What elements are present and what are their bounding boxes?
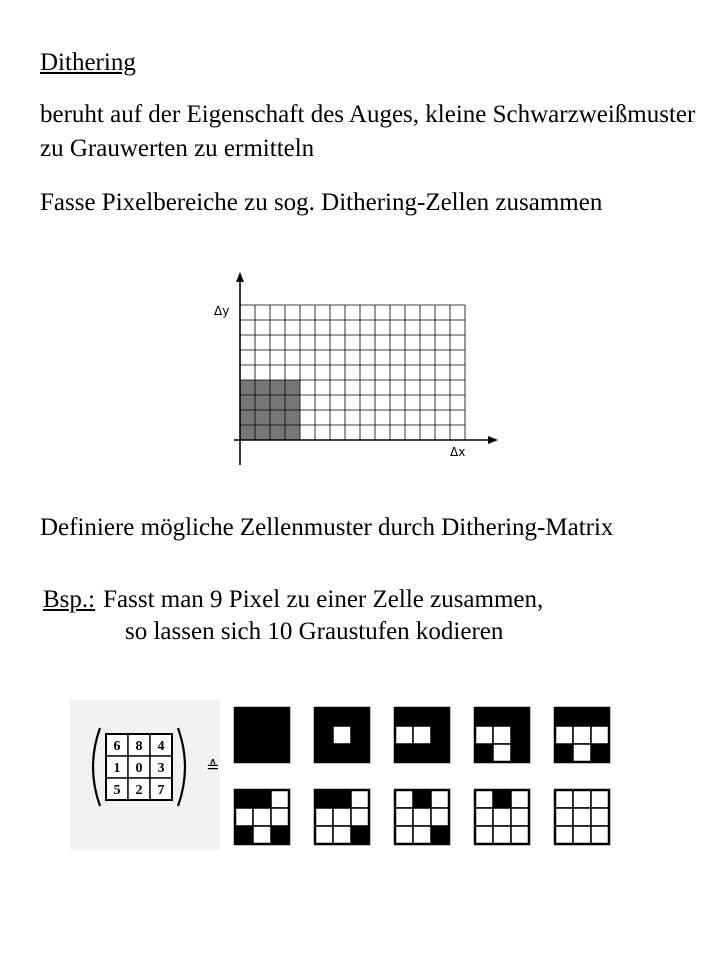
pattern-pixel xyxy=(315,808,333,826)
pattern-pixel xyxy=(431,790,449,808)
pattern-pixel xyxy=(271,726,289,744)
pattern-pixel xyxy=(351,744,369,762)
pattern-pixel xyxy=(271,826,289,844)
pattern-pixel xyxy=(333,790,351,808)
matrix-value: 3 xyxy=(157,761,165,776)
pattern-pixel xyxy=(511,826,529,844)
pattern-pixel xyxy=(351,826,369,844)
pattern-pixel xyxy=(395,744,413,762)
pattern-pixel xyxy=(253,708,271,726)
pattern-pixel xyxy=(511,726,529,744)
pattern-pixel xyxy=(555,708,573,726)
shaded-cell xyxy=(270,425,285,440)
pattern-pixel xyxy=(351,726,369,744)
pattern-pixel xyxy=(511,808,529,826)
pattern-pixel xyxy=(315,826,333,844)
pattern-pixel xyxy=(395,708,413,726)
pattern-pixel xyxy=(395,826,413,844)
example-line-2: so lassen sich 10 Graustufen kodieren xyxy=(125,618,504,645)
pattern-pixel xyxy=(573,726,591,744)
pattern-pixel xyxy=(591,744,609,762)
paragraph-matrix: Definiere mögliche Zellenmuster durch Dithering-Matrix xyxy=(40,514,614,541)
pattern-pixel xyxy=(235,708,253,726)
pattern-pixel xyxy=(235,790,253,808)
example-block xyxy=(43,584,703,648)
pattern-pixel xyxy=(493,826,511,844)
shaded-cell xyxy=(270,395,285,410)
pattern-pixel xyxy=(555,826,573,844)
pattern-pixel xyxy=(271,744,289,762)
pattern-pixel xyxy=(555,726,573,744)
pattern-pixel xyxy=(475,808,493,826)
matrix-value: 0 xyxy=(135,761,143,776)
shaded-cell xyxy=(285,425,300,440)
pattern-pixel xyxy=(555,744,573,762)
pattern-pixel xyxy=(475,726,493,744)
pattern-pixel xyxy=(591,808,609,826)
matrix-value: 4 xyxy=(157,739,165,754)
pattern-pixel xyxy=(555,808,573,826)
pattern-pixel xyxy=(493,744,511,762)
matrix-value: 5 xyxy=(113,783,121,798)
correspondence-symbol: ≙ xyxy=(206,757,220,776)
pattern-pixel xyxy=(315,726,333,744)
shaded-cell xyxy=(255,425,270,440)
pattern-pixel xyxy=(591,790,609,808)
matrix-value: 6 xyxy=(113,739,121,754)
x-axis-label: Δx xyxy=(450,445,466,459)
pattern-pixel xyxy=(413,808,431,826)
shaded-cell xyxy=(240,425,255,440)
pattern-pixel xyxy=(413,708,431,726)
shaded-cell xyxy=(255,380,270,395)
pattern-pixel xyxy=(511,708,529,726)
pattern-pixel xyxy=(591,826,609,844)
pattern-pixel xyxy=(235,726,253,744)
matrix-value: 8 xyxy=(135,739,143,754)
shaded-cell xyxy=(285,395,300,410)
pattern-pixel xyxy=(511,744,529,762)
pattern-pixel xyxy=(555,790,573,808)
pattern-pixel xyxy=(475,708,493,726)
pattern-pixel xyxy=(333,826,351,844)
pattern-pixel xyxy=(511,790,529,808)
pattern-pixel xyxy=(475,744,493,762)
pattern-pixel xyxy=(431,744,449,762)
pattern-pixel xyxy=(253,790,271,808)
pattern-pixel xyxy=(431,808,449,826)
paragraph-zellen: Fasse Pixelbereiche zu sog. Dithering-Zellen zusammen xyxy=(40,189,603,216)
shaded-cell xyxy=(285,380,300,395)
pattern-pixel xyxy=(271,808,289,826)
pattern-pixel xyxy=(253,744,271,762)
pattern-pixel xyxy=(413,744,431,762)
pattern-pixel xyxy=(333,744,351,762)
matrix-value: 1 xyxy=(113,761,121,776)
pattern-pixel xyxy=(493,726,511,744)
pattern-pixel xyxy=(573,808,591,826)
pattern-pixel xyxy=(333,726,351,744)
dithering-patterns-figure xyxy=(70,700,630,855)
pattern-pixel xyxy=(253,726,271,744)
pattern-pixel xyxy=(271,790,289,808)
x-axis-arrow-icon xyxy=(488,436,498,444)
pattern-pixel xyxy=(351,790,369,808)
pattern-pixel xyxy=(573,708,591,726)
y-axis-arrow-icon xyxy=(236,272,244,282)
pattern-pixel xyxy=(475,790,493,808)
shaded-cell xyxy=(285,410,300,425)
shaded-cell xyxy=(270,410,285,425)
pattern-pixel xyxy=(315,708,333,726)
shaded-cell xyxy=(270,380,285,395)
pattern-pixel xyxy=(351,708,369,726)
pattern-pixel xyxy=(431,826,449,844)
example-line-1: Fasst man 9 Pixel zu einer Zelle zusammen, xyxy=(103,586,544,613)
paragraph-auge: beruht auf der Eigenschaft des Auges, kleine Schwarzweißmuster zu Grauwerten zu ermitteln xyxy=(40,101,696,162)
shaded-cell xyxy=(255,410,270,425)
pattern-pixel xyxy=(271,708,289,726)
pattern-pixel xyxy=(235,744,253,762)
example-label: Bsp.: xyxy=(43,586,96,613)
pattern-pixel xyxy=(351,808,369,826)
pattern-pixel xyxy=(253,826,271,844)
pattern-pixel xyxy=(431,708,449,726)
matrix-value: 7 xyxy=(157,783,165,798)
shaded-cell xyxy=(255,395,270,410)
y-axis-label: Δy xyxy=(214,304,230,318)
shaded-cell xyxy=(240,395,255,410)
shaded-cell xyxy=(240,380,255,395)
dithering-cell-grid-figure xyxy=(200,270,510,470)
pattern-pixel xyxy=(431,726,449,744)
pattern-pixel xyxy=(493,708,511,726)
pattern-pixel xyxy=(395,790,413,808)
pattern-pixel xyxy=(493,790,511,808)
pattern-pixel xyxy=(573,826,591,844)
pattern-pixel xyxy=(315,744,333,762)
pattern-pixel xyxy=(253,808,271,826)
matrix-value: 2 xyxy=(135,783,143,798)
pattern-pixel xyxy=(235,826,253,844)
pattern-pixel xyxy=(413,826,431,844)
pattern-pixel xyxy=(413,726,431,744)
shaded-cell xyxy=(240,410,255,425)
pattern-pixel xyxy=(591,708,609,726)
pattern-pixel xyxy=(333,808,351,826)
pattern-pixel xyxy=(573,744,591,762)
pattern-pixel xyxy=(573,790,591,808)
pattern-pixel xyxy=(413,790,431,808)
pattern-pixel xyxy=(475,826,493,844)
pattern-pixel xyxy=(235,808,253,826)
pattern-pixel xyxy=(315,790,333,808)
pattern-pixel xyxy=(493,808,511,826)
pattern-pixel xyxy=(395,808,413,826)
page-title: Dithering xyxy=(40,49,136,76)
pattern-pixel xyxy=(395,726,413,744)
pattern-pixel xyxy=(333,708,351,726)
pattern-pixel xyxy=(591,726,609,744)
